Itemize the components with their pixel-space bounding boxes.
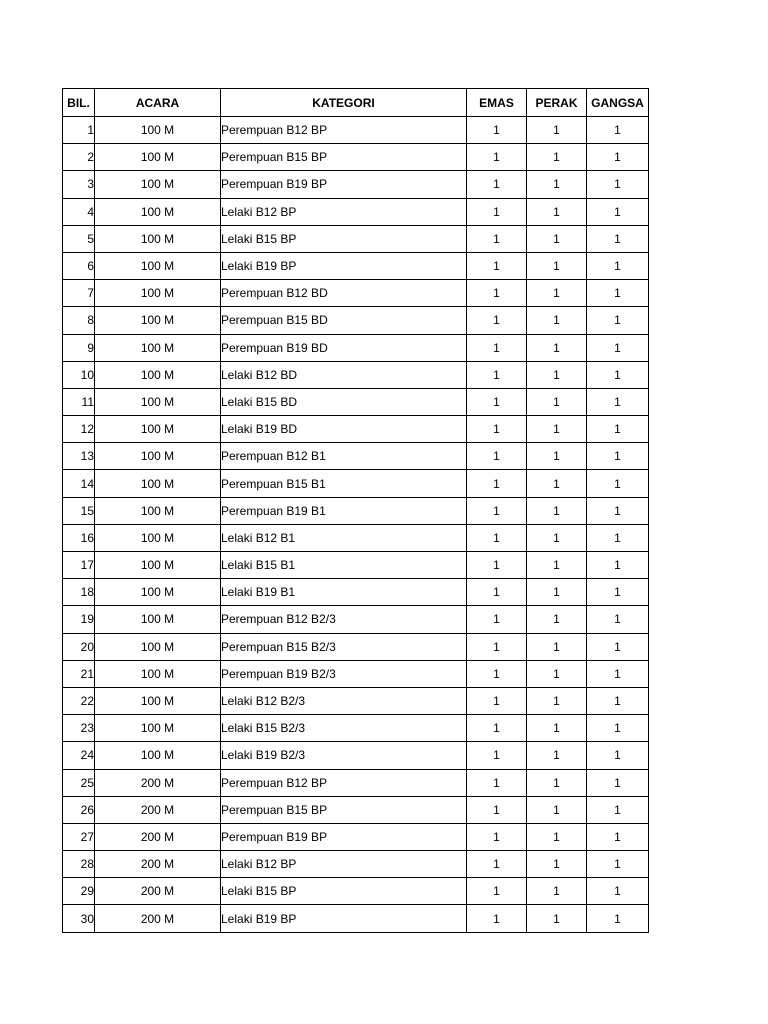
cell-bil: 20: [63, 633, 95, 660]
cell-perak: 1: [527, 715, 587, 742]
table-row: [63, 307, 649, 334]
cell-emas: 1: [467, 851, 527, 878]
cell-perak: 1: [527, 524, 587, 551]
cell-perak: 1: [527, 606, 587, 633]
cell-bil: 8: [63, 307, 95, 334]
header-perak: PERAK: [527, 89, 587, 117]
cell-acara: 100 M: [95, 742, 221, 769]
cell-bil: 23: [63, 715, 95, 742]
cell-gangsa: 1: [587, 144, 649, 171]
cell-bil: 11: [63, 388, 95, 415]
cell-acara: 100 M: [95, 715, 221, 742]
cell-acara: 100 M: [95, 117, 221, 144]
cell-gangsa: 1: [587, 715, 649, 742]
cell-perak: 1: [527, 252, 587, 279]
cell-kategori: Lelaki B12 BP: [221, 198, 467, 225]
cell-gangsa: 1: [587, 524, 649, 551]
header-acara: ACARA: [95, 89, 221, 117]
cell-perak: 1: [527, 307, 587, 334]
cell-acara: 100 M: [95, 225, 221, 252]
cell-bil: 21: [63, 660, 95, 687]
table-row: [63, 225, 649, 252]
cell-kategori: Perempuan B12 BP: [221, 117, 467, 144]
table-row: [63, 796, 649, 823]
cell-emas: 1: [467, 443, 527, 470]
cell-perak: 1: [527, 878, 587, 905]
cell-gangsa: 1: [587, 660, 649, 687]
cell-perak: 1: [527, 171, 587, 198]
header-bil: BIL.: [63, 89, 95, 117]
cell-emas: 1: [467, 416, 527, 443]
cell-gangsa: 1: [587, 252, 649, 279]
cell-emas: 1: [467, 252, 527, 279]
cell-acara: 100 M: [95, 198, 221, 225]
cell-gangsa: 1: [587, 117, 649, 144]
cell-perak: 1: [527, 361, 587, 388]
cell-bil: 28: [63, 851, 95, 878]
cell-gangsa: 1: [587, 497, 649, 524]
cell-acara: 100 M: [95, 687, 221, 714]
cell-acara: 100 M: [95, 280, 221, 307]
cell-kategori: Perempuan B15 BD: [221, 307, 467, 334]
cell-acara: 200 M: [95, 905, 221, 932]
table-row: [63, 687, 649, 714]
cell-gangsa: 1: [587, 606, 649, 633]
cell-gangsa: 1: [587, 687, 649, 714]
cell-bil: 25: [63, 769, 95, 796]
cell-emas: 1: [467, 606, 527, 633]
cell-kategori: Lelaki B15 B2/3: [221, 715, 467, 742]
table-row: [63, 742, 649, 769]
cell-gangsa: 1: [587, 769, 649, 796]
cell-kategori: Lelaki B19 B2/3: [221, 742, 467, 769]
cell-acara: 200 M: [95, 796, 221, 823]
cell-emas: 1: [467, 497, 527, 524]
cell-kategori: Perempuan B15 BP: [221, 144, 467, 171]
cell-perak: 1: [527, 443, 587, 470]
cell-emas: 1: [467, 769, 527, 796]
cell-emas: 1: [467, 225, 527, 252]
cell-emas: 1: [467, 388, 527, 415]
cell-kategori: Perempuan B19 B2/3: [221, 660, 467, 687]
cell-acara: 200 M: [95, 769, 221, 796]
cell-bil: 2: [63, 144, 95, 171]
table-row: [63, 117, 649, 144]
cell-emas: 1: [467, 905, 527, 932]
cell-perak: 1: [527, 579, 587, 606]
cell-acara: 100 M: [95, 252, 221, 279]
cell-emas: 1: [467, 524, 527, 551]
medal-allocation-table: [62, 88, 649, 933]
cell-gangsa: 1: [587, 225, 649, 252]
cell-emas: 1: [467, 144, 527, 171]
table-row: [63, 252, 649, 279]
cell-acara: 100 M: [95, 388, 221, 415]
cell-bil: 1: [63, 117, 95, 144]
cell-bil: 27: [63, 823, 95, 850]
table-row: [63, 660, 649, 687]
cell-perak: 1: [527, 633, 587, 660]
cell-acara: 100 M: [95, 633, 221, 660]
cell-bil: 9: [63, 334, 95, 361]
cell-perak: 1: [527, 660, 587, 687]
cell-bil: 17: [63, 552, 95, 579]
cell-kategori: Perempuan B12 BD: [221, 280, 467, 307]
cell-emas: 1: [467, 307, 527, 334]
cell-acara: 100 M: [95, 524, 221, 551]
cell-acara: 100 M: [95, 334, 221, 361]
cell-kategori: Perempuan B12 B1: [221, 443, 467, 470]
table-body: [63, 117, 649, 933]
header-gangsa: GANGSA: [587, 89, 649, 117]
cell-perak: 1: [527, 198, 587, 225]
cell-perak: 1: [527, 334, 587, 361]
header-kategori: KATEGORI: [221, 89, 467, 117]
cell-perak: 1: [527, 742, 587, 769]
cell-emas: 1: [467, 117, 527, 144]
cell-emas: 1: [467, 715, 527, 742]
cell-kategori: Perempuan B15 BP: [221, 796, 467, 823]
cell-acara: 100 M: [95, 579, 221, 606]
cell-emas: 1: [467, 687, 527, 714]
cell-kategori: Lelaki B15 BP: [221, 878, 467, 905]
cell-perak: 1: [527, 851, 587, 878]
cell-kategori: Perempuan B19 BP: [221, 171, 467, 198]
cell-emas: 1: [467, 633, 527, 660]
cell-gangsa: 1: [587, 171, 649, 198]
cell-acara: 100 M: [95, 606, 221, 633]
cell-kategori: Perempuan B19 B1: [221, 497, 467, 524]
cell-perak: 1: [527, 769, 587, 796]
cell-kategori: Perempuan B19 BD: [221, 334, 467, 361]
cell-acara: 100 M: [95, 416, 221, 443]
table-row: [63, 823, 649, 850]
cell-emas: 1: [467, 198, 527, 225]
table-row: [63, 606, 649, 633]
table-row: [63, 851, 649, 878]
cell-bil: 12: [63, 416, 95, 443]
cell-gangsa: 1: [587, 905, 649, 932]
cell-perak: 1: [527, 470, 587, 497]
cell-kategori: Lelaki B19 B1: [221, 579, 467, 606]
cell-perak: 1: [527, 905, 587, 932]
cell-gangsa: 1: [587, 443, 649, 470]
cell-gangsa: 1: [587, 633, 649, 660]
cell-emas: 1: [467, 171, 527, 198]
table-row: [63, 470, 649, 497]
cell-perak: 1: [527, 823, 587, 850]
cell-bil: 18: [63, 579, 95, 606]
header-row: [63, 89, 649, 117]
cell-perak: 1: [527, 497, 587, 524]
cell-gangsa: 1: [587, 198, 649, 225]
cell-acara: 100 M: [95, 171, 221, 198]
cell-kategori: Lelaki B12 BP: [221, 851, 467, 878]
cell-kategori: Lelaki B15 B1: [221, 552, 467, 579]
cell-kategori: Lelaki B19 BD: [221, 416, 467, 443]
cell-gangsa: 1: [587, 416, 649, 443]
table-row: [63, 715, 649, 742]
cell-acara: 100 M: [95, 144, 221, 171]
cell-emas: 1: [467, 796, 527, 823]
cell-kategori: Perempuan B12 B2/3: [221, 606, 467, 633]
cell-gangsa: 1: [587, 796, 649, 823]
cell-acara: 100 M: [95, 552, 221, 579]
cell-acara: 200 M: [95, 823, 221, 850]
cell-emas: 1: [467, 742, 527, 769]
cell-acara: 100 M: [95, 470, 221, 497]
cell-kategori: Perempuan B15 B2/3: [221, 633, 467, 660]
cell-gangsa: 1: [587, 579, 649, 606]
cell-emas: 1: [467, 470, 527, 497]
cell-perak: 1: [527, 117, 587, 144]
cell-bil: 15: [63, 497, 95, 524]
cell-bil: 7: [63, 280, 95, 307]
table-row: [63, 388, 649, 415]
cell-perak: 1: [527, 416, 587, 443]
cell-gangsa: 1: [587, 851, 649, 878]
cell-acara: 200 M: [95, 878, 221, 905]
cell-bil: 3: [63, 171, 95, 198]
cell-acara: 100 M: [95, 660, 221, 687]
cell-gangsa: 1: [587, 878, 649, 905]
cell-emas: 1: [467, 361, 527, 388]
cell-bil: 5: [63, 225, 95, 252]
table-row: [63, 497, 649, 524]
cell-kategori: Perempuan B15 B1: [221, 470, 467, 497]
cell-bil: 22: [63, 687, 95, 714]
cell-kategori: Lelaki B19 BP: [221, 905, 467, 932]
cell-emas: 1: [467, 334, 527, 361]
table-row: [63, 171, 649, 198]
table-row: [63, 416, 649, 443]
cell-emas: 1: [467, 280, 527, 307]
cell-bil: 14: [63, 470, 95, 497]
cell-acara: 100 M: [95, 361, 221, 388]
cell-kategori: Lelaki B12 B1: [221, 524, 467, 551]
cell-kategori: Lelaki B15 BP: [221, 225, 467, 252]
table-row: [63, 280, 649, 307]
table-row: [63, 524, 649, 551]
cell-gangsa: 1: [587, 552, 649, 579]
table-row: [63, 769, 649, 796]
cell-gangsa: 1: [587, 742, 649, 769]
cell-kategori: Perempuan B19 BP: [221, 823, 467, 850]
cell-bil: 19: [63, 606, 95, 633]
cell-gangsa: 1: [587, 361, 649, 388]
cell-gangsa: 1: [587, 334, 649, 361]
table-row: [63, 905, 649, 932]
header-emas: EMAS: [467, 89, 527, 117]
cell-bil: 6: [63, 252, 95, 279]
cell-bil: 16: [63, 524, 95, 551]
cell-acara: 200 M: [95, 851, 221, 878]
table-header: [63, 89, 649, 117]
cell-emas: 1: [467, 579, 527, 606]
cell-bil: 10: [63, 361, 95, 388]
cell-kategori: Perempuan B12 BP: [221, 769, 467, 796]
table-row: [63, 878, 649, 905]
cell-acara: 100 M: [95, 443, 221, 470]
cell-gangsa: 1: [587, 307, 649, 334]
table-row: [63, 443, 649, 470]
cell-bil: 4: [63, 198, 95, 225]
cell-kategori: Lelaki B19 BP: [221, 252, 467, 279]
cell-gangsa: 1: [587, 470, 649, 497]
table-row: [63, 633, 649, 660]
table-row: [63, 144, 649, 171]
cell-perak: 1: [527, 225, 587, 252]
cell-acara: 100 M: [95, 497, 221, 524]
cell-bil: 24: [63, 742, 95, 769]
cell-emas: 1: [467, 823, 527, 850]
cell-bil: 13: [63, 443, 95, 470]
cell-emas: 1: [467, 878, 527, 905]
cell-perak: 1: [527, 280, 587, 307]
cell-perak: 1: [527, 388, 587, 415]
table-row: [63, 334, 649, 361]
cell-bil: 26: [63, 796, 95, 823]
cell-gangsa: 1: [587, 388, 649, 415]
cell-emas: 1: [467, 660, 527, 687]
cell-perak: 1: [527, 796, 587, 823]
cell-perak: 1: [527, 687, 587, 714]
table-row: [63, 361, 649, 388]
cell-bil: 30: [63, 905, 95, 932]
cell-kategori: Lelaki B15 BD: [221, 388, 467, 415]
cell-perak: 1: [527, 144, 587, 171]
cell-perak: 1: [527, 552, 587, 579]
cell-kategori: Lelaki B12 BD: [221, 361, 467, 388]
table-row: [63, 198, 649, 225]
cell-gangsa: 1: [587, 823, 649, 850]
table-row: [63, 552, 649, 579]
cell-acara: 100 M: [95, 307, 221, 334]
cell-gangsa: 1: [587, 280, 649, 307]
cell-bil: 29: [63, 878, 95, 905]
table-row: [63, 579, 649, 606]
cell-emas: 1: [467, 552, 527, 579]
cell-kategori: Lelaki B12 B2/3: [221, 687, 467, 714]
